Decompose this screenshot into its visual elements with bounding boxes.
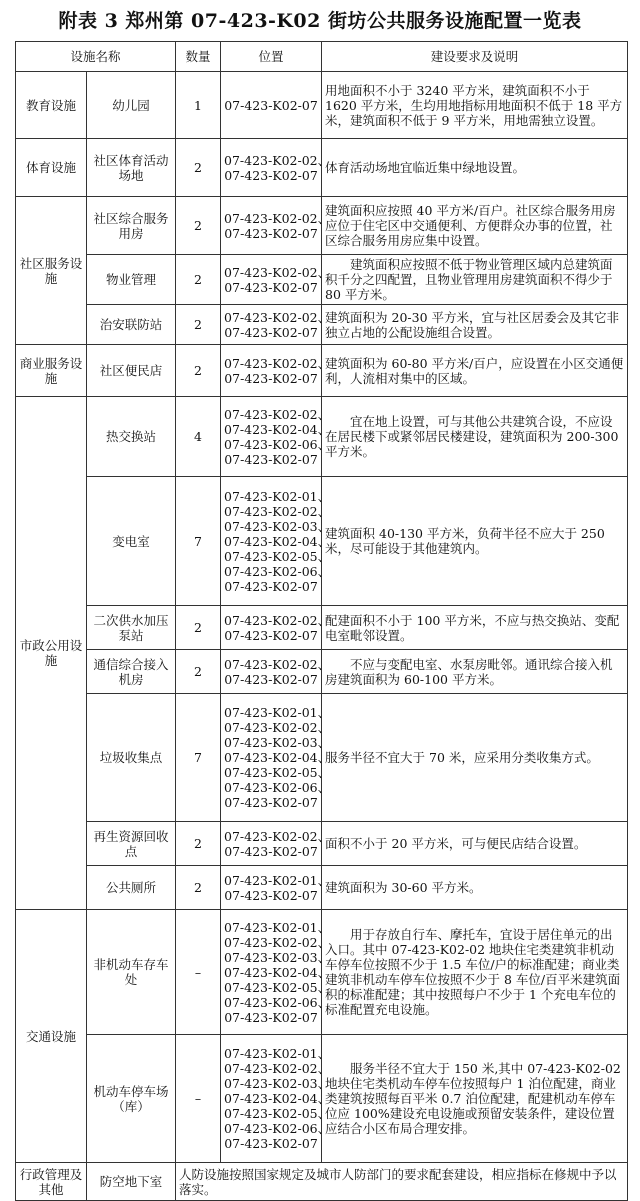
facility-requirement: 建筑面积为 60-80 平方米/百户，应设置在小区交通便利，人流相对集中的区域。 xyxy=(322,345,628,397)
table-row xyxy=(16,1163,628,1201)
facility-location: 07-423-K02-01、 07-423-K02-02、 07-423-K02-03、 07-423-K02-04、 07-423-K02-05、 07-423-K02-06、 07-423-K02-07 xyxy=(221,910,322,1035)
facility-location: 07-423-K02-02、 07-423-K02-04、 07-423-K02-06、 07-423-K02-07 xyxy=(221,397,322,477)
facility-requirement: 服务半径不宜大于 70 米，应采用分类收集方式。 xyxy=(322,694,628,822)
facility-requirement: 用地面积不小于 3240 平方米，建筑面积不小于 1620 平方米，生均用地指标用地面积不低于 18 平方米，建筑面积不低于 9 平方米，用地需独立设置。 xyxy=(322,72,628,139)
facility-qty: 2 xyxy=(176,197,221,255)
facility-location: 07-423-K02-02、 07-423-K02-07 xyxy=(221,305,322,345)
category-cell: 教育设施 xyxy=(16,72,87,139)
facility-requirement: 不应与变配电室、水泵房毗邻。通讯综合接入机房建筑面积为 60-100 平方米。 xyxy=(322,650,628,694)
facility-name: 公共厕所 xyxy=(87,866,176,910)
table-row xyxy=(16,305,628,345)
header-qty: 数量 xyxy=(176,42,221,72)
facility-qty: 7 xyxy=(176,694,221,822)
table-row xyxy=(16,255,628,305)
facility-requirement: 建筑面积应按照不低于物业管理区域内总建筑面积千分之四配置，且物业管理用房建筑面积不得少于 80 平方米。 xyxy=(322,255,628,305)
table-row xyxy=(16,345,628,397)
table-row xyxy=(16,694,628,822)
facility-name: 社区体育活动场地 xyxy=(87,139,176,197)
facility-name: 治安联防站 xyxy=(87,305,176,345)
facility-requirement: 配建面积不小于 100 平方米，不应与热交换站、变配电室毗邻设置。 xyxy=(322,606,628,650)
facility-name: 社区综合服务用房 xyxy=(87,197,176,255)
table-row xyxy=(16,72,628,139)
table-row xyxy=(16,1035,628,1163)
facilities-table xyxy=(15,41,628,1201)
table-row xyxy=(16,606,628,650)
category-cell: 商业服务设施 xyxy=(16,345,87,397)
table-header-row xyxy=(16,42,628,72)
facility-location: 07-423-K02-02、 07-423-K02-07 xyxy=(221,606,322,650)
table-row xyxy=(16,197,628,255)
facility-qty: 2 xyxy=(176,255,221,305)
facility-location: 07-423-K02-02、 07-423-K02-07 xyxy=(221,197,322,255)
table-row xyxy=(16,139,628,197)
document-title: 附表 3 郑州第 07-423-K02 街坊公共服务设施配置一览表 xyxy=(58,10,582,32)
table-row xyxy=(16,866,628,910)
facility-qty: 2 xyxy=(176,305,221,345)
category-cell: 交通设施 xyxy=(16,910,87,1163)
table-row xyxy=(16,397,628,477)
facility-qty: 4 xyxy=(176,397,221,477)
table-row xyxy=(16,910,628,1035)
facility-location: 07-423-K02-02、 07-423-K02-07 xyxy=(221,255,322,305)
facility-requirement: 体育活动场地宜临近集中绿地设置。 xyxy=(322,139,628,197)
facility-requirement: 建筑面积应按照 40 平方米/百户。社区综合服务用房应位于住宅区中交通便利、方便群众办事的位置，社区综合服务用房应集中设置。 xyxy=(322,197,628,255)
facility-location: 07-423-K02-02、 07-423-K02-07 xyxy=(221,650,322,694)
header-facility: 设施名称 xyxy=(16,42,176,72)
facility-requirement: 建筑面积为 30-60 平方米。 xyxy=(322,866,628,910)
table-row xyxy=(16,477,628,606)
facility-name: 垃圾收集点 xyxy=(87,694,176,822)
facility-name: 再生资源回收点 xyxy=(87,822,176,866)
facility-qty: 2 xyxy=(176,866,221,910)
facility-requirement: 人防设施按照国家规定及城市人防部门的要求配套建设，相应指标在修规中予以落实。 xyxy=(176,1163,628,1201)
header-loc: 位置 xyxy=(221,42,322,72)
facility-location: 07-423-K02-02、 07-423-K02-07 xyxy=(221,139,322,197)
facility-name: 通信综合接入机房 xyxy=(87,650,176,694)
facility-name: 物业管理 xyxy=(87,255,176,305)
table-row xyxy=(16,650,628,694)
header-req: 建设要求及说明 xyxy=(322,42,628,72)
facility-location: 07-423-K02-01、 07-423-K02-02、 07-423-K02-03、 07-423-K02-04、 07-423-K02-05、 07-423-K02-06、 07-423-K02-07 xyxy=(221,694,322,822)
facility-location: 07-423-K02-01、 07-423-K02-02、 07-423-K02-03、 07-423-K02-04、 07-423-K02-05、 07-423-K02-06、 07-423-K02-07 xyxy=(221,477,322,606)
facility-name: 社区便民店 xyxy=(87,345,176,397)
facility-qty: – xyxy=(176,1035,221,1163)
facility-qty: 2 xyxy=(176,139,221,197)
facility-qty: – xyxy=(176,910,221,1035)
category-cell: 市政公用设施 xyxy=(16,397,87,910)
category-cell: 行政管理及其他 xyxy=(16,1163,87,1201)
facility-qty: 2 xyxy=(176,650,221,694)
facility-location: 07-423-K02-01、 07-423-K02-02、 07-423-K02-03、 07-423-K02-04、 07-423-K02-05、 07-423-K02-06、 07-423-K02-07 xyxy=(221,1035,322,1163)
facility-location: 07-423-K02-02、 07-423-K02-07 xyxy=(221,345,322,397)
facility-name: 机动车停车场（库） xyxy=(87,1035,176,1163)
facility-qty: 1 xyxy=(176,72,221,139)
facility-requirement: 用于存放自行车、摩托车，宜设于居住单元的出入口。其中 07-423-K02-02 地块住宅类建筑非机动车停车位按照不少于 1.5 车位/户的标准配建；商业类建筑非机动车停车位按照不少于 8 车位/百平米建筑面积的标准配建；其中按照每户不少于 1 个充电车位的标准配置充电设施。 xyxy=(322,910,628,1035)
category-cell: 社区服务设施 xyxy=(16,197,87,345)
facility-location: 07-423-K02-02、 07-423-K02-07 xyxy=(221,822,322,866)
facility-location: 07-423-K02-07 xyxy=(221,72,322,139)
table-row xyxy=(16,822,628,866)
facility-name: 热交换站 xyxy=(87,397,176,477)
facility-name: 非机动车存车处 xyxy=(87,910,176,1035)
facility-name: 防空地下室 xyxy=(87,1163,176,1201)
facility-requirement: 建筑面积为 20-30 平方米，宜与社区居委会及其它非独立占地的公配设施组合设置。 xyxy=(322,305,628,345)
facility-qty: 2 xyxy=(176,606,221,650)
facility-requirement: 宜在地上设置，可与其他公共建筑合设，不应设在居民楼下或紧邻居民楼建设，建筑面积为 200-300 平方米。 xyxy=(322,397,628,477)
facility-qty: 2 xyxy=(176,345,221,397)
facility-qty: 2 xyxy=(176,822,221,866)
facility-name: 二次供水加压泵站 xyxy=(87,606,176,650)
facility-location: 07-423-K02-01、 07-423-K02-07 xyxy=(221,866,322,910)
facility-requirement: 面积不小于 20 平方米，可与便民店结合设置。 xyxy=(322,822,628,866)
facility-requirement: 服务半径不宜大于 150 米,其中 07-423-K02-02 地块住宅类机动车停车位按照每户 1 泊位配建，商业类建筑按照每百平米 0.7 泊位配建，配建机动车停车位应 100%建设充电设施或预留安装条件，建设位置应结合小区布局合理安排。 xyxy=(322,1035,628,1163)
facility-name: 幼儿园 xyxy=(87,72,176,139)
facility-requirement: 建筑面积 40-130 平方米，负荷半径不应大于 250 米，尽可能设于其他建筑内。 xyxy=(322,477,628,606)
facility-name: 变电室 xyxy=(87,477,176,606)
category-cell: 体育设施 xyxy=(16,139,87,197)
facility-qty: 7 xyxy=(176,477,221,606)
